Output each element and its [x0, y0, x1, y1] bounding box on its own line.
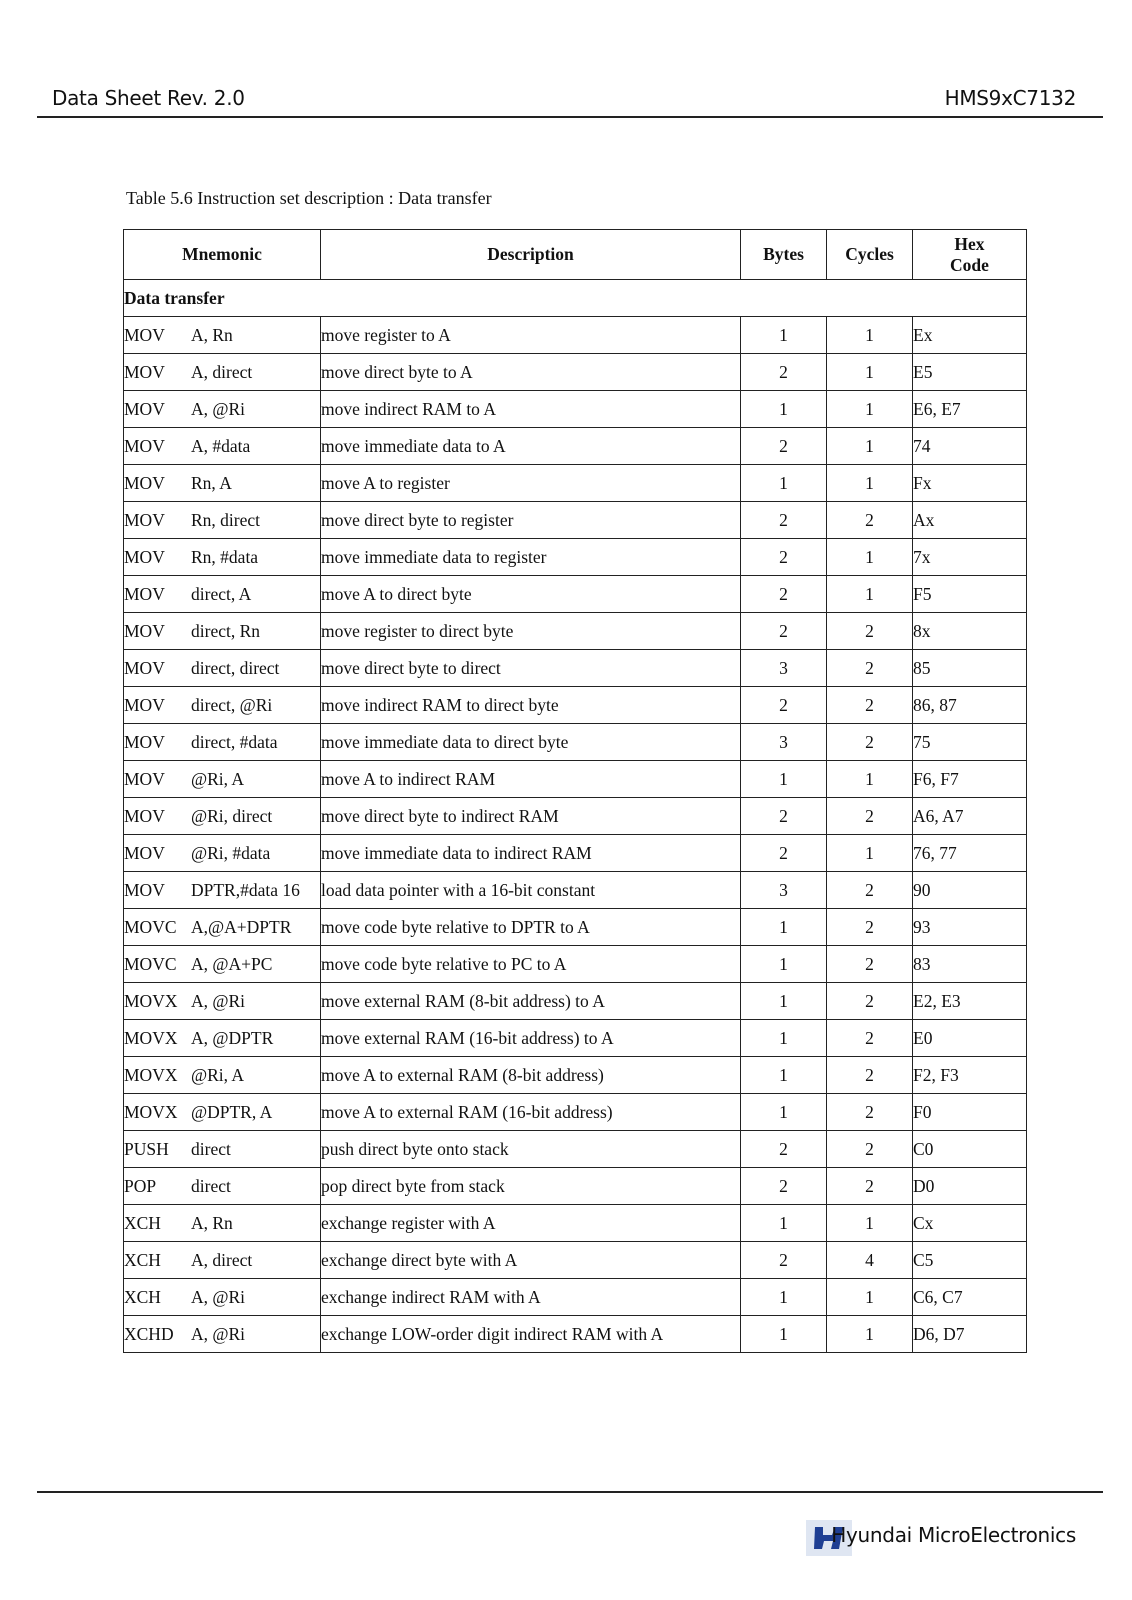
mnemonic-cell — [124, 1020, 321, 1057]
bytes-cell: 1 — [741, 1279, 827, 1316]
description-cell: move direct byte to indirect RAM — [321, 798, 741, 835]
mnemonic-cell — [124, 761, 321, 798]
mnemonic-opcode: XCH — [124, 1249, 161, 1270]
mnemonic-opcode: MOV — [124, 879, 165, 900]
hex-code-cell: 75 — [913, 724, 1027, 761]
mnemonic-cell — [124, 1316, 321, 1353]
hex-code-cell: Cx — [913, 1205, 1027, 1242]
bytes-cell: 2 — [741, 1131, 827, 1168]
cycles-cell: 2 — [827, 650, 913, 687]
cycles-cell: 1 — [827, 465, 913, 502]
table-row — [124, 465, 1027, 502]
table-row — [124, 835, 1027, 872]
description-cell: move A to register — [321, 465, 741, 502]
mnemonic-cell — [124, 391, 321, 428]
mnemonic-cell — [124, 576, 321, 613]
cycles-cell: 1 — [827, 428, 913, 465]
bytes-cell: 1 — [741, 1094, 827, 1131]
mnemonic-operands: A, direct — [191, 361, 253, 382]
cycles-cell: 1 — [827, 835, 913, 872]
hex-code-cell: 8x — [913, 613, 1027, 650]
cycles-cell: 2 — [827, 909, 913, 946]
hex-code-cell: 74 — [913, 428, 1027, 465]
table-row — [124, 983, 1027, 1020]
table-row — [124, 650, 1027, 687]
mnemonic-operands: Rn, direct — [191, 509, 261, 530]
mnemonic-operands: direct — [191, 1138, 231, 1159]
bytes-cell: 1 — [741, 317, 827, 354]
cycles-cell: 1 — [827, 539, 913, 576]
mnemonic-opcode: PUSH — [124, 1138, 169, 1159]
description-cell: move indirect RAM to A — [321, 391, 741, 428]
mnemonic-operands: direct — [191, 1175, 231, 1196]
mnemonic-operands: A, @Ri — [191, 398, 246, 419]
description-cell: exchange indirect RAM with A — [321, 1279, 741, 1316]
bytes-cell: 1 — [741, 391, 827, 428]
mnemonic-cell — [124, 1205, 321, 1242]
mnemonic-opcode: MOV — [124, 324, 165, 345]
mnemonic-cell — [124, 724, 321, 761]
section-label: Data transfer — [124, 280, 1027, 317]
cycles-cell: 1 — [827, 576, 913, 613]
footer-company-name: Hyundai MicroElectronics — [831, 1523, 1076, 1547]
bytes-cell: 1 — [741, 1205, 827, 1242]
mnemonic-operands: direct, Rn — [191, 620, 261, 641]
mnemonic-operands: A, @Ri — [191, 1323, 246, 1344]
mnemonic-cell — [124, 1131, 321, 1168]
description-cell: move immediate data to A — [321, 428, 741, 465]
table-row — [124, 391, 1027, 428]
mnemonic-operands: A, @DPTR — [191, 1027, 274, 1048]
description-cell: move external RAM (16-bit address) to A — [321, 1020, 741, 1057]
mnemonic-cell — [124, 354, 321, 391]
table-row — [124, 502, 1027, 539]
mnemonic-operands: A, #data — [191, 435, 251, 456]
mnemonic-opcode: MOV — [124, 768, 165, 789]
mnemonic-operands: DPTR,#data 16 — [191, 879, 300, 900]
bytes-cell: 1 — [741, 1316, 827, 1353]
col-header-hex-line1: Hex — [954, 233, 985, 254]
mnemonic-operands: A, @Ri — [191, 990, 246, 1011]
description-cell: move code byte relative to DPTR to A — [321, 909, 741, 946]
hex-code-cell: F0 — [913, 1094, 1027, 1131]
hex-code-cell: 85 — [913, 650, 1027, 687]
bytes-cell: 1 — [741, 465, 827, 502]
mnemonic-cell — [124, 946, 321, 983]
mnemonic-operands: Rn, #data — [191, 546, 259, 567]
header-doc-revision: Data Sheet Rev. 2.0 — [52, 86, 245, 110]
hex-code-cell: 93 — [913, 909, 1027, 946]
table-row — [124, 1242, 1027, 1279]
bytes-cell: 3 — [741, 650, 827, 687]
description-cell: load data pointer with a 16-bit constant — [321, 872, 741, 909]
hex-code-cell: D6, D7 — [913, 1316, 1027, 1353]
mnemonic-operands: A, @Ri — [191, 1286, 246, 1307]
mnemonic-cell — [124, 872, 321, 909]
cycles-cell: 1 — [827, 761, 913, 798]
table-row — [124, 724, 1027, 761]
mnemonic-opcode: MOV — [124, 657, 165, 678]
hex-code-cell: Ax — [913, 502, 1027, 539]
cycles-cell: 4 — [827, 1242, 913, 1279]
mnemonic-operands: @Ri, A — [191, 1064, 245, 1085]
mnemonic-opcode: MOV — [124, 398, 165, 419]
bytes-cell: 2 — [741, 1168, 827, 1205]
mnemonic-cell — [124, 465, 321, 502]
hex-code-cell: F5 — [913, 576, 1027, 613]
table-caption: Table 5.6 Instruction set description : Data transfer — [126, 188, 492, 208]
bytes-cell: 2 — [741, 798, 827, 835]
mnemonic-cell — [124, 687, 321, 724]
hex-code-cell: 90 — [913, 872, 1027, 909]
mnemonic-opcode: MOVX — [124, 1064, 178, 1085]
cycles-cell: 2 — [827, 798, 913, 835]
mnemonic-opcode: MOVX — [124, 1027, 178, 1048]
description-cell: move direct byte to direct — [321, 650, 741, 687]
mnemonic-operands: direct, direct — [191, 657, 280, 678]
mnemonic-cell — [124, 317, 321, 354]
bytes-cell: 2 — [741, 502, 827, 539]
table-row — [124, 428, 1027, 465]
table-row — [124, 1279, 1027, 1316]
bytes-cell: 2 — [741, 1242, 827, 1279]
hex-code-cell: C5 — [913, 1242, 1027, 1279]
cycles-cell: 2 — [827, 1057, 913, 1094]
hex-code-cell: 7x — [913, 539, 1027, 576]
mnemonic-cell — [124, 650, 321, 687]
description-cell: move A to external RAM (16-bit address) — [321, 1094, 741, 1131]
mnemonic-cell — [124, 1094, 321, 1131]
table-row — [124, 317, 1027, 354]
cycles-cell: 2 — [827, 1168, 913, 1205]
table-row — [124, 354, 1027, 391]
mnemonic-operands: Rn, A — [191, 472, 232, 493]
mnemonic-opcode: MOV — [124, 620, 165, 641]
mnemonic-cell — [124, 1242, 321, 1279]
mnemonic-operands: @Ri, A — [191, 768, 245, 789]
description-cell: exchange direct byte with A — [321, 1242, 741, 1279]
cycles-cell: 2 — [827, 1020, 913, 1057]
mnemonic-operands: A, Rn — [191, 324, 233, 345]
cycles-cell: 2 — [827, 983, 913, 1020]
mnemonic-opcode: MOV — [124, 509, 165, 530]
mnemonic-opcode: XCHD — [124, 1323, 174, 1344]
cycles-cell: 1 — [827, 317, 913, 354]
cycles-cell: 1 — [827, 1205, 913, 1242]
col-header-hex-code — [913, 230, 1027, 280]
mnemonic-cell — [124, 428, 321, 465]
table-row — [124, 798, 1027, 835]
table-row — [124, 1205, 1027, 1242]
cycles-cell: 2 — [827, 1094, 913, 1131]
mnemonic-operands: direct, A — [191, 583, 252, 604]
hex-code-cell: C0 — [913, 1131, 1027, 1168]
table-row — [124, 539, 1027, 576]
cycles-cell: 2 — [827, 946, 913, 983]
col-header-mnemonic: Mnemonic — [124, 230, 321, 280]
table-header-row — [124, 230, 1027, 280]
bytes-cell: 2 — [741, 539, 827, 576]
description-cell: move register to direct byte — [321, 613, 741, 650]
table-row — [124, 1020, 1027, 1057]
description-cell: move external RAM (8-bit address) to A — [321, 983, 741, 1020]
hex-code-cell: Ex — [913, 317, 1027, 354]
bytes-cell: 2 — [741, 613, 827, 650]
cycles-cell: 1 — [827, 391, 913, 428]
hex-code-cell: 86, 87 — [913, 687, 1027, 724]
cycles-cell: 2 — [827, 724, 913, 761]
table-row — [124, 1131, 1027, 1168]
mnemonic-opcode: XCH — [124, 1286, 161, 1307]
table-row — [124, 576, 1027, 613]
mnemonic-opcode: MOV — [124, 731, 165, 752]
description-cell: exchange LOW-order digit indirect RAM with A — [321, 1316, 741, 1353]
mnemonic-opcode: MOVX — [124, 1101, 178, 1122]
cycles-cell: 1 — [827, 354, 913, 391]
hex-code-cell: C6, C7 — [913, 1279, 1027, 1316]
mnemonic-cell — [124, 909, 321, 946]
bytes-cell: 1 — [741, 909, 827, 946]
mnemonic-cell — [124, 1057, 321, 1094]
mnemonic-operands: A, Rn — [191, 1212, 233, 1233]
mnemonic-operands: A, @A+PC — [191, 953, 273, 974]
table-row — [124, 1316, 1027, 1353]
table-row — [124, 946, 1027, 983]
table-row — [124, 1168, 1027, 1205]
instruction-table — [123, 229, 1027, 1353]
cycles-cell: 1 — [827, 1279, 913, 1316]
cycles-cell: 1 — [827, 1316, 913, 1353]
bytes-cell: 3 — [741, 724, 827, 761]
mnemonic-operands: @DPTR, A — [191, 1101, 273, 1122]
hex-code-cell: E0 — [913, 1020, 1027, 1057]
bytes-cell: 1 — [741, 761, 827, 798]
col-header-description: Description — [321, 230, 741, 280]
mnemonic-opcode: MOV — [124, 583, 165, 604]
table-row — [124, 761, 1027, 798]
description-cell: move code byte relative to PC to A — [321, 946, 741, 983]
mnemonic-operands: direct, @Ri — [191, 694, 273, 715]
description-cell: move immediate data to indirect RAM — [321, 835, 741, 872]
hex-code-cell: D0 — [913, 1168, 1027, 1205]
mnemonic-opcode: MOV — [124, 472, 165, 493]
cycles-cell: 2 — [827, 687, 913, 724]
bytes-cell: 2 — [741, 354, 827, 391]
mnemonic-opcode: POP — [124, 1175, 157, 1196]
bytes-cell: 1 — [741, 983, 827, 1020]
mnemonic-cell — [124, 835, 321, 872]
description-cell: move A to direct byte — [321, 576, 741, 613]
hex-code-cell: E6, E7 — [913, 391, 1027, 428]
col-header-hex-line2: Code — [950, 254, 989, 275]
mnemonic-cell — [124, 613, 321, 650]
hex-code-cell: 76, 77 — [913, 835, 1027, 872]
table-row — [124, 1094, 1027, 1131]
mnemonic-operands: @Ri, direct — [191, 805, 273, 826]
description-cell: move A to indirect RAM — [321, 761, 741, 798]
cycles-cell: 2 — [827, 872, 913, 909]
hex-code-cell: E2, E3 — [913, 983, 1027, 1020]
hex-code-cell: F2, F3 — [913, 1057, 1027, 1094]
mnemonic-opcode: MOV — [124, 361, 165, 382]
hex-code-cell: F6, F7 — [913, 761, 1027, 798]
mnemonic-opcode: MOVX — [124, 990, 178, 1011]
mnemonic-operands: A,@A+DPTR — [191, 916, 292, 937]
mnemonic-opcode: XCH — [124, 1212, 161, 1233]
description-cell: move immediate data to register — [321, 539, 741, 576]
bytes-cell: 2 — [741, 576, 827, 613]
col-header-cycles: Cycles — [827, 230, 913, 280]
mnemonic-cell — [124, 502, 321, 539]
section-row — [124, 280, 1027, 317]
bytes-cell: 1 — [741, 1020, 827, 1057]
description-cell: move register to A — [321, 317, 741, 354]
hex-code-cell: E5 — [913, 354, 1027, 391]
mnemonic-operands: A, direct — [191, 1249, 253, 1270]
description-cell: pop direct byte from stack — [321, 1168, 741, 1205]
table-row — [124, 909, 1027, 946]
mnemonic-opcode: MOVC — [124, 916, 177, 937]
footer-rule — [37, 1491, 1103, 1493]
description-cell: move immediate data to direct byte — [321, 724, 741, 761]
table-row — [124, 613, 1027, 650]
mnemonic-opcode: MOV — [124, 694, 165, 715]
cycles-cell: 2 — [827, 613, 913, 650]
hex-code-cell: 83 — [913, 946, 1027, 983]
bytes-cell: 2 — [741, 428, 827, 465]
mnemonic-opcode: MOV — [124, 546, 165, 567]
hex-code-cell: A6, A7 — [913, 798, 1027, 835]
col-header-bytes: Bytes — [741, 230, 827, 280]
description-cell: move direct byte to register — [321, 502, 741, 539]
mnemonic-operands: @Ri, #data — [191, 842, 271, 863]
header-part-number: HMS9xC7132 — [944, 86, 1076, 110]
bytes-cell: 1 — [741, 946, 827, 983]
hex-code-cell: Fx — [913, 465, 1027, 502]
table-row — [124, 687, 1027, 724]
mnemonic-cell — [124, 983, 321, 1020]
bytes-cell: 2 — [741, 687, 827, 724]
mnemonic-opcode: MOV — [124, 842, 165, 863]
mnemonic-opcode: MOVC — [124, 953, 177, 974]
description-cell: exchange register with A — [321, 1205, 741, 1242]
description-cell: push direct byte onto stack — [321, 1131, 741, 1168]
table-row — [124, 1057, 1027, 1094]
mnemonic-opcode: MOV — [124, 805, 165, 826]
mnemonic-opcode: MOV — [124, 435, 165, 456]
mnemonic-cell — [124, 798, 321, 835]
cycles-cell: 2 — [827, 1131, 913, 1168]
description-cell: move indirect RAM to direct byte — [321, 687, 741, 724]
bytes-cell: 2 — [741, 835, 827, 872]
bytes-cell: 3 — [741, 872, 827, 909]
mnemonic-cell — [124, 1168, 321, 1205]
description-cell: move A to external RAM (8-bit address) — [321, 1057, 741, 1094]
description-cell: move direct byte to A — [321, 354, 741, 391]
mnemonic-operands: direct, #data — [191, 731, 278, 752]
mnemonic-cell — [124, 539, 321, 576]
cycles-cell: 2 — [827, 502, 913, 539]
header-rule — [37, 116, 1103, 118]
mnemonic-cell — [124, 1279, 321, 1316]
table-row — [124, 872, 1027, 909]
bytes-cell: 1 — [741, 1057, 827, 1094]
